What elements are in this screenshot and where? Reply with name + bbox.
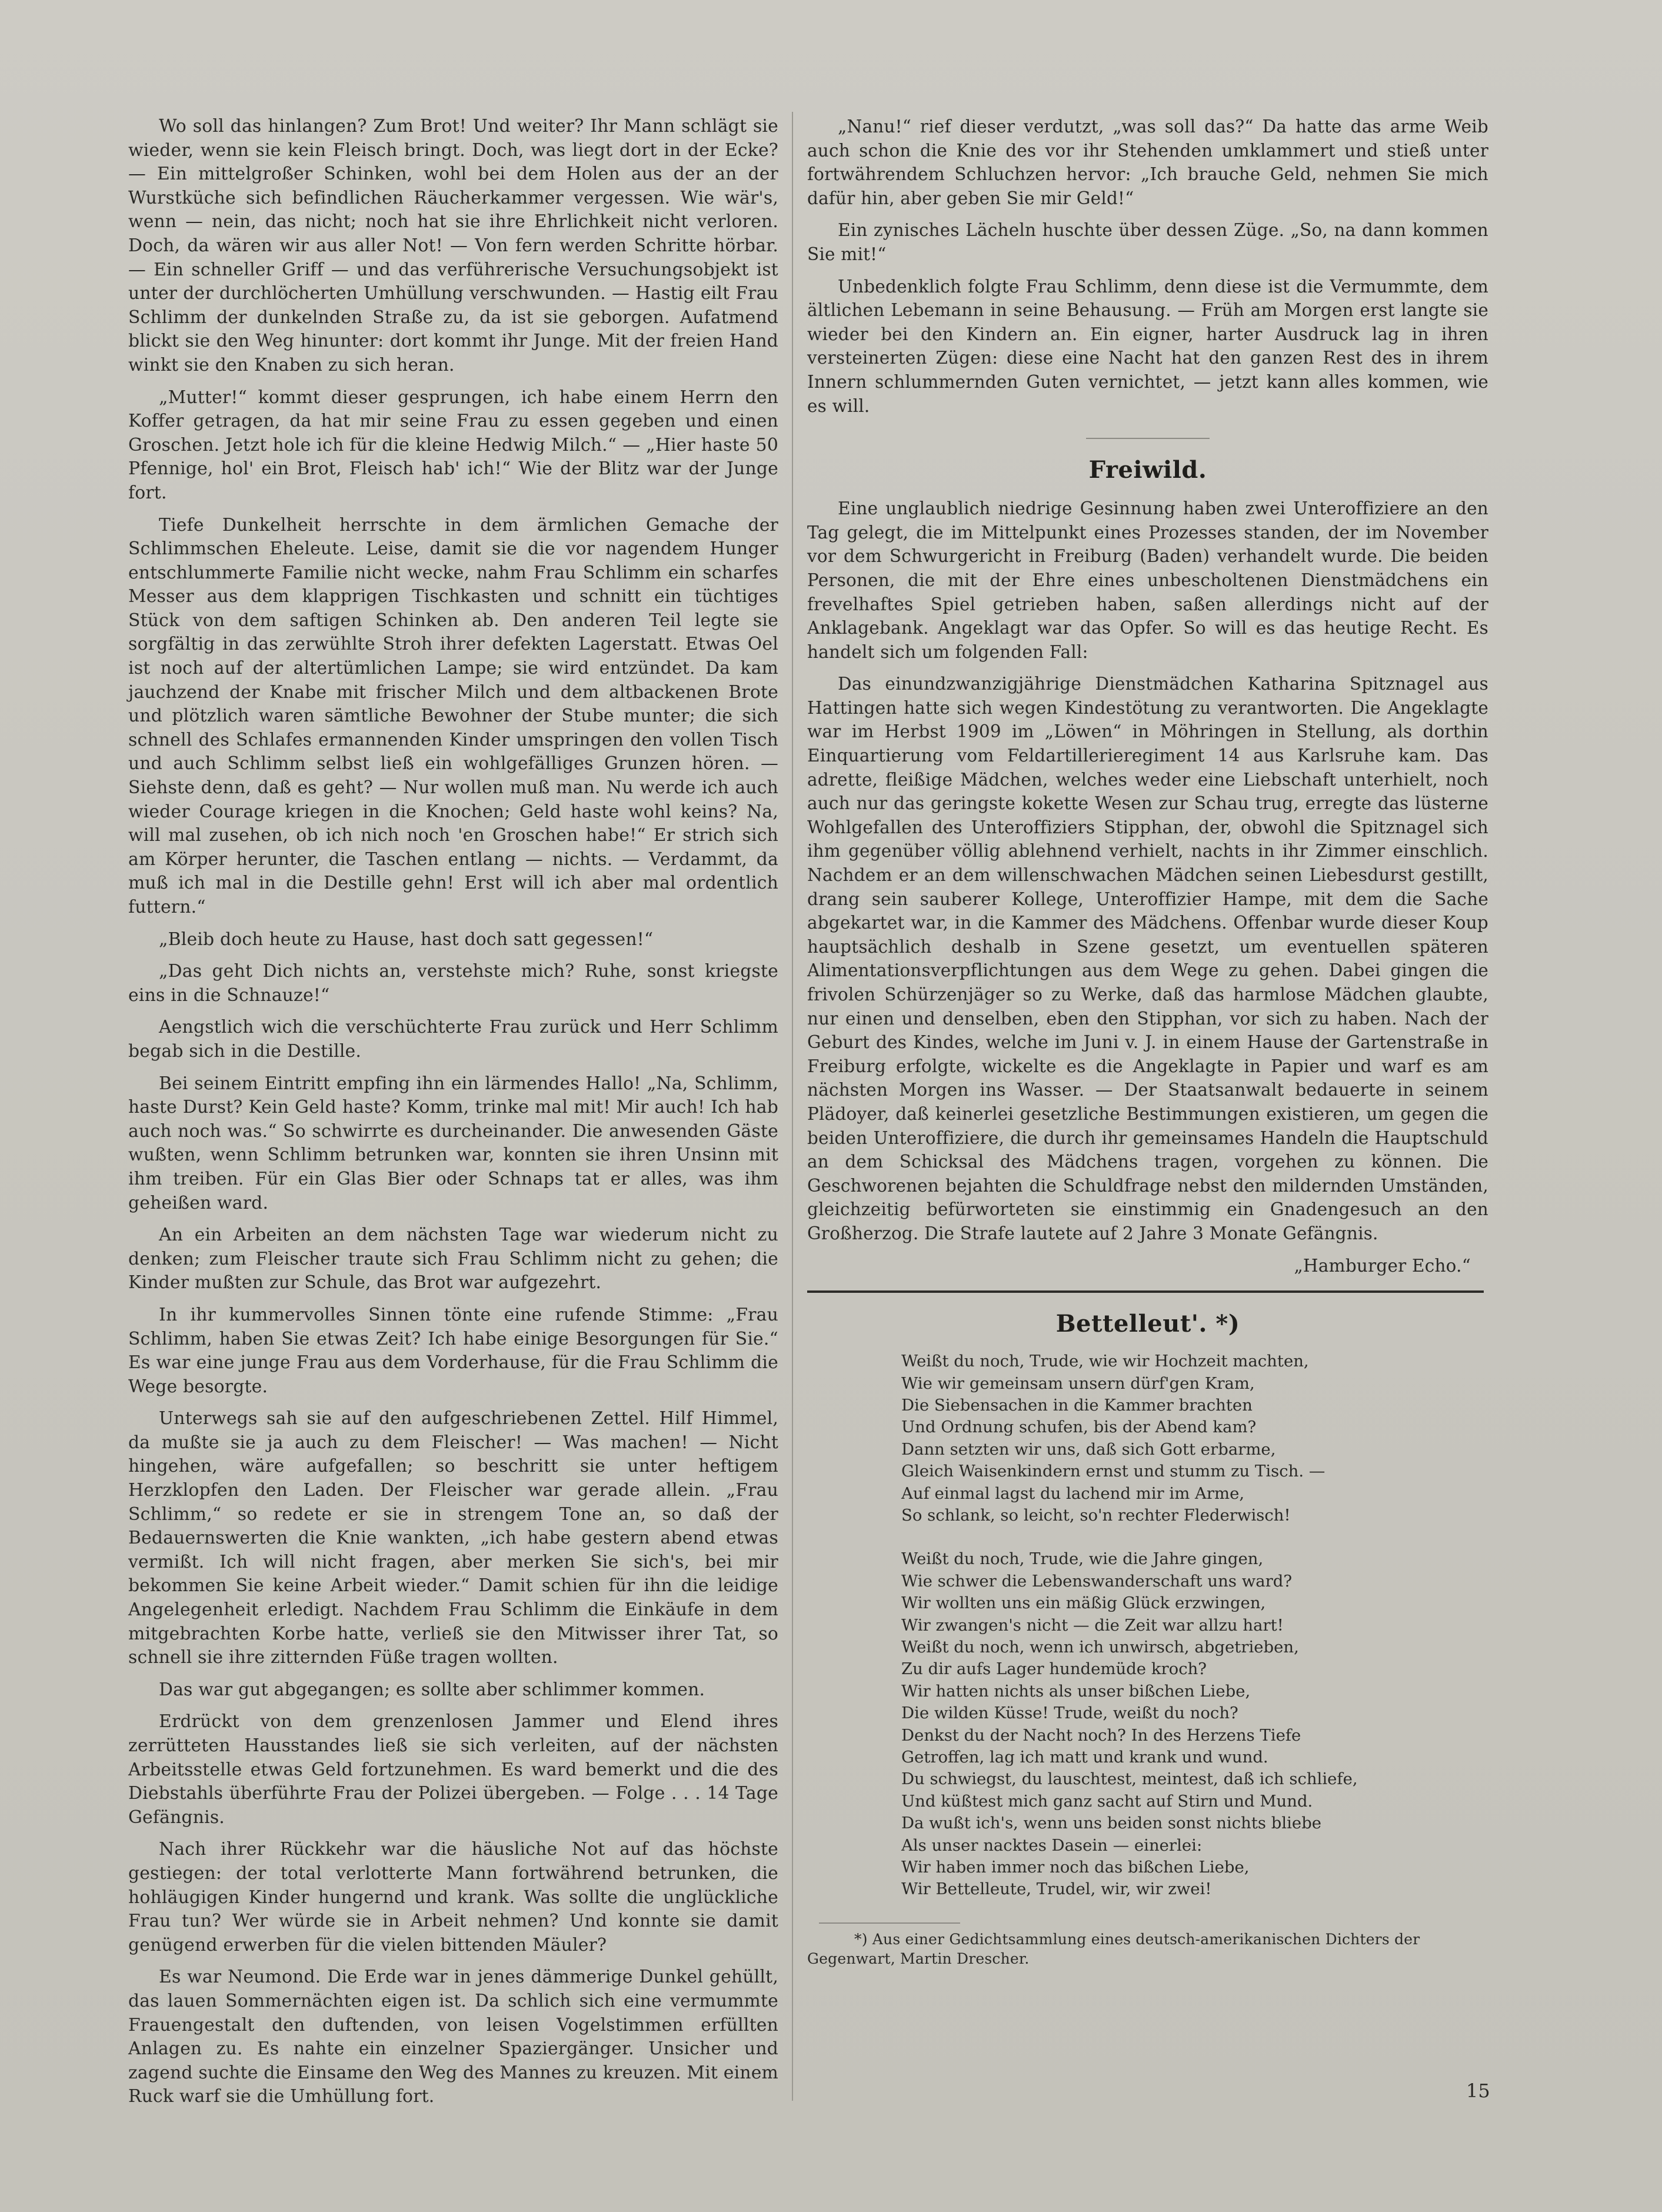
story-paragraph: Das war gut abgegangen; es sollte aber schlimmer kommen. — [159, 1679, 705, 1700]
story-paragraph: An ein Arbeiten an dem nächsten Tage war wiederum nicht zu denken; zum Fleischer traute sich Frau Schlimm nicht zu gehen; die Kinder mußten zur Schule, das Brot war aufgezehrt. — [128, 1225, 778, 1293]
poem-line: So schlank, so leicht, so'n rechter Flederwisch! — [901, 1505, 1291, 1525]
poem-line: Wir haben immer noch das bißchen Liebe, — [901, 1858, 1250, 1877]
story-paragraph: „Mutter!“ kommt dieser gesprungen, ich habe einem Herrn den Koffer getragen, da hat mir seine Frau zu essen gegeben und einen Groschen. Jetzt hole ich für die kleine Hedwig Milch.“ — „Hier haste 50 Pfennige, hol' ein Brot, Fleisch hab' ich!“ Wie der Blitz war der Junge fort. — [128, 387, 778, 503]
poem-line: Wir wollten uns ein mäßig Glück erzwingen, — [901, 1594, 1266, 1613]
poem-line: Wir Bettelleute, Trudel, wir, wir zwei! — [901, 1880, 1212, 1899]
poem-line: Und Ordnung schufen, bis der Abend kam? — [901, 1418, 1257, 1437]
poem-line: Auf einmal lagst du lachend mir im Arme, — [901, 1483, 1245, 1503]
column-divider — [792, 112, 793, 2101]
footnote-rule — [819, 1922, 960, 1924]
story-paragraph: Tiefe Dunkelheit herrschte in dem ärmlichen Gemache der Schlimmschen Eheleute. Leise, damit sie die vor nagendem Hunger entschlummerte Familie nicht wecke, nahm Frau Schlimm ein scharfes Messer aus dem klapprigen Tischkasten und schnitt ein tüchtiges Stück von dem saftigen Schinken ab. Den anderen Teil legte sie sorgfältig in das zerwühlte Stroh ihrer defekten Lagerstatt. Etwas Oel ist noch auf der altertümlichen Lampe; sie wird entzündet. Da kam jauchzend der Knabe mit frischer Milch und dem altbackenen Brote und plötzlich waren sämtliche Bewohner der Stube munter; die sich schnell des Schlafes ermannenden Kinder umspringen den vollen Tisch und auch Schlimm selbst ließ ein wohlgefälliges Grunzen hören. — Siehste denn, daß es geht? — Nur wollen muß man. Nu werde ich auch wieder Courage kriegen in die Knochen; Geld haste wohl keins? Na, will mal zusehen, ob ich nich noch 'en Groschen habe!“ Er strich sich am Körper herunter, die Taschen entlang — nichts. — Verdammt, da muß ich mal in die Destille gehn! Erst will ich aber mal ordentlich futtern.“ — [128, 514, 778, 917]
story-paragraph: Aengstlich wich die verschüchterte Frau zurück und Herr Schlimm begab sich in die Destille. — [128, 1017, 778, 1062]
poem-line: Wie schwer die Lebenswanderschaft uns ward? — [901, 1571, 1293, 1591]
article-source: „Hamburger Echo.“ — [1294, 1255, 1471, 1276]
page-number: 15 — [1466, 2080, 1490, 2102]
story-paragraph: Erdrückt von dem grenzenlosen Jammer und Elend ihres zerrütteten Hausstandes ließ sie sich verleiten, auf der nächsten Arbeitsstelle etwas Geld fortzunehmen. Es ward bemerkt und die des Diebstahls überführte Frau der Polizei übergeben. — Folge . . . 14 Tage Gefängnis. — [128, 1711, 778, 1828]
poem-stanza — [901, 1351, 1488, 1526]
poem-line: Wie wir gemeinsam unsern dürf'gen Kram, — [901, 1373, 1255, 1393]
poem-line: Die wilden Küsse! Trude, weißt du noch? — [901, 1704, 1238, 1723]
poem-line: Die Siebensachen in die Kammer brachten — [901, 1395, 1253, 1415]
poem-line: Als unser nacktes Dasein — einerlei: — [901, 1835, 1203, 1855]
story-paragraph: Es war Neumond. Die Erde war in jenes dämmerige Dunkel gehüllt, das lauen Sommernächten eigen ist. Da schlich sich eine vermummte Frauengestalt den duftenden, von leisen Vogelstimmen erfüllten Anlagen zu. Es nahte ein einzelner Spaziergänger. Unsicher und zagend suchte die Einsame den Weg des Mannes zu kreuzen. Mit einem Ruck warf sie die Umhüllung fort. — [128, 1967, 778, 2107]
right-column — [807, 115, 1488, 1968]
poem — [901, 1351, 1488, 1901]
story-paragraph: Wo soll das hinlangen? Zum Brot! Und weiter? Ihr Mann schlägt sie wieder, wenn sie kein Fleisch bringt. Doch, was liegt dort in der Ecke? — Ein mittelgroßer Schinken, wohl bei dem Holen aus der an der Wurstküche sich befindlichen Räucherkammer vergessen. Wie wär's, wenn — nein, das nicht; noch hat sie ihre Ehrlichkeit nicht verloren. Doch, da wären wir aus aller Not! — Von fern werden Schritte hörbar. — Ein schneller Griff — und das verführerische Versuchungsobjekt ist unter der durchlöcherten Umhüllung verschwunden. — Hastig eilt Frau Schlimm der dunkelnden Straße zu, da ist sie geborgen. Aufatmend blickt sie den Weg hinunter: dort kommt ihr Junge. Mit der freien Hand winkt sie den Knaben zu sich heran. — [128, 116, 778, 375]
poem-line: Wir hatten nichts als unser bißchen Liebe, — [901, 1681, 1251, 1701]
story-paragraph: Unbedenklich folgte Frau Schlimm, denn diese ist die Vermummte, dem ältlichen Lebemann in seine Behausung. — Früh am Morgen erst langte sie wieder bei den Kindern an. Ein eigner, harter Ausdruck lag in ihren versteinerten Zügen: diese eine Nacht hat den ganzen Rest des in ihrem Innern schlummernden Guten vernichtet, — jetzt kann alles kommen, wie es will. — [807, 276, 1488, 416]
poem-line: Weißt du noch, Trude, wie die Jahre gingen, — [901, 1549, 1264, 1569]
story-paragraph: Unterwegs sah sie auf den aufgeschriebenen Zettel. Hilf Himmel, da mußte sie ja auch zu dem Fleischer! — Was machen! — Nicht hingehen, wäre aufgefallen; so beschritt sie unter heftigem Herzklopfen den Laden. Der Fleischer war gerade allein. „Frau Schlimm,“ so redete er sie in strengem Tone an, so daß der Bedauernswerten die Knie wankten, „ich habe gestern abend etwas vermißt. Ich will nicht fragen, aber merken Sie sich's, bei mir bekommen Sie keine Arbeit wieder.“ Damit schien für ihn die leidige Angelegenheit erledigt. Nachdem Frau Schlimm die Einkäufe in dem mitgebrachten Korbe hatte, verließ sie den Mitwisser ihrer Tat, so schnell sie ihre zitternden Füße tragen wollten. — [128, 1408, 778, 1668]
left-column — [128, 115, 778, 2117]
story-paragraph: Bei seinem Eintritt empfing ihn ein lärmendes Hallo! „Na, Schlimm, haste Durst? Kein Geld haste? Komm, trinke mal mit! Mir auch! Ich hab auch noch was.“ So schwirrte es durcheinander. Die anwesenden Gäste wußten, wenn Schlimm betrunken war, konnten sie ihren Unsinn mit ihm treiben. Für ein Glas Bier oder Schnaps tat er alles, was ihm geheißen ward. — [128, 1073, 778, 1213]
poem-line: Getroffen, lag ich matt und krank und wund. — [901, 1748, 1268, 1767]
heavy-rule — [807, 1290, 1484, 1293]
poem-line: Du schwiegst, du lauschtest, meintest, daß ich schliefe, — [901, 1769, 1358, 1789]
story-paragraph: Ein zynisches Lächeln huschte über dessen Züge. „So, na dann kommen Sie mit!“ — [807, 220, 1488, 264]
poem-line: Da wußt ich's, wenn uns beiden sonst nichts bliebe — [901, 1814, 1322, 1833]
poem-heading: Bettelleut'. *) — [1055, 1310, 1240, 1338]
poem-line: Denkst du der Nacht noch? In des Herzens Tiefe — [901, 1725, 1301, 1745]
poem-line: Zu dir aufs Lager hundemüde kroch? — [901, 1659, 1207, 1679]
poem-footnote: *) Aus einer Gedichtsammlung eines deutsch-amerikanischen Dichters der Gegenwart, Martin Drescher. — [807, 1930, 1420, 1967]
section-separator — [1086, 438, 1210, 439]
story-paragraph: In ihr kummervolles Sinnen tönte eine rufende Stimme: „Frau Schlimm, haben Sie etwas Zeit? Ich habe einige Besorgungen für Sie.“ Es war eine junge Frau aus dem Vorderhause, für die Frau Schlimm die Wege besorgte. — [128, 1304, 778, 1397]
poem-line: Wir zwangen's nicht — die Zeit war allzu hart! — [901, 1615, 1284, 1635]
article-paragraph: Das einundzwanzigjährige Dienstmädchen Katharina Spitznagel aus Hattingen hatte sich wegen Kindestötung zu verantworten. Die Angeklagte war im Herbst 1909 im „Löwen“ in Möhringen in Stellung, als dorthin Einquartierung vom Feldartillerieregiment 14 aus Karlsruhe kam. Das adrette, fleißige Mädchen, welches weder eine Liebschaft unterhielt, noch auch nur das geringste kokette Wesen zur Schau trug, erregte das lüsterne Wohlgefallen des Unteroffiziers Stipphan, der, obwohl die Spitznagel sich ihm gegenüber völlig ablehnend verhielt, nachts in ihr Zimmer einschlich. Nachdem er an dem willenschwachen Mädchen seinen Liebesdurst gestillt, drang sein sauberer Kollege, Unteroffizier Hampe, mit dem die Sache abgekartet war, in die Kammer des Mädchens. Offenbar wurde dieser Koup hauptsächlich deshalb in Szene gesetzt, um eventuellen späteren Alimentationsverpflichtungen aus dem Wege zu gehen. Dabei gingen die frivolen Schürzenjäger so zu Werke, daß das harmlose Mädchen glaubte, nur einen und denselben, eben den Stipphan, vor sich zu haben. Nach der Geburt des Kindes, welche im Juni v. J. in einem Hause der Gartenstraße in Freiburg erfolgte, wickelte es die Angeklagte in Papier und warf es am nächsten Morgen ins Wasser. — Der Staatsanwalt bedauerte in seinem Plädoyer, daß keinerlei gesetzliche Bestimmungen existieren, um gegen die beiden Unteroffiziere, die durch ihr gemeinsames Handeln die Hauptschuld an dem Schicksal des Mädchens tragen, vorgehen zu können. Die Geschworenen bejahten die Schuldfrage nebst den mildernden Umständen, gleichzeitig befürworteten sie einstimmig ein Gnadengesuch an den Großherzog. Die Strafe lautete auf 2 Jahre 3 Monate Gefängnis. — [807, 674, 1488, 1243]
poem-line: Weißt du noch, Trude, wie wir Hochzeit machten, — [901, 1352, 1309, 1371]
story-paragraph: „Nanu!“ rief dieser verdutzt, „was soll das?“ Da hatte das arme Weib auch schon die Knie des vor ihr Stehenden umklammert und stieß unter fortwährendem Schluchzen hervor: „Ich brauche Geld, nehmen Sie mich dafür hin, aber geben Sie mir Geld!“ — [807, 117, 1488, 208]
poem-stanza — [901, 1548, 1488, 1901]
story-paragraph: Nach ihrer Rückkehr war die häusliche Not auf das höchste gestiegen: der total verlotterte Mann fortwährend betrunken, die hohläugigen Kinder hungernd und krank. Was sollte die unglückliche Frau tun? Wer würde sie in Arbeit nehmen? Und konnte sie damit genügend erwerben für die vielen bittenden Mäuler? — [128, 1839, 778, 1955]
story-paragraph: „Das geht Dich nichts an, verstehste mich? Ruhe, sonst kriegste eins in die Schnauze!“ — [128, 961, 778, 1006]
poem-line: Dann setzten wir uns, daß sich Gott erbarme, — [901, 1439, 1276, 1459]
freiwild-heading: Freiwild. — [1088, 456, 1207, 484]
article-paragraph: Eine unglaublich niedrige Gesinnung haben zwei Unteroffiziere an den Tag gelegt, die im Mittelpunkt eines Prozesses standen, der im November vor dem Schwurgericht in Freiburg (Baden) verhandelt wurde. Die beiden Personen, die mit der Ehre eines unbescholtenen Dienstmädchens ein frevelhaftes Spiel getrieben haben, saßen allerdings nicht auf der Anklagebank. Angeklagt war das Opfer. So will es das heutige Recht. Es handelt sich um folgenden Fall: — [807, 498, 1488, 662]
poem-line: Weißt du noch, wenn ich unwirsch, abgetrieben, — [901, 1638, 1299, 1656]
poem-line: Und küßtest mich ganz sacht auf Stirn und Mund. — [901, 1791, 1313, 1811]
story-paragraph: „Bleib doch heute zu Hause, hast doch satt gegessen!“ — [159, 929, 654, 950]
poem-line: Gleich Waisenkindern ernst und stumm zu Tisch. — — [901, 1462, 1325, 1481]
